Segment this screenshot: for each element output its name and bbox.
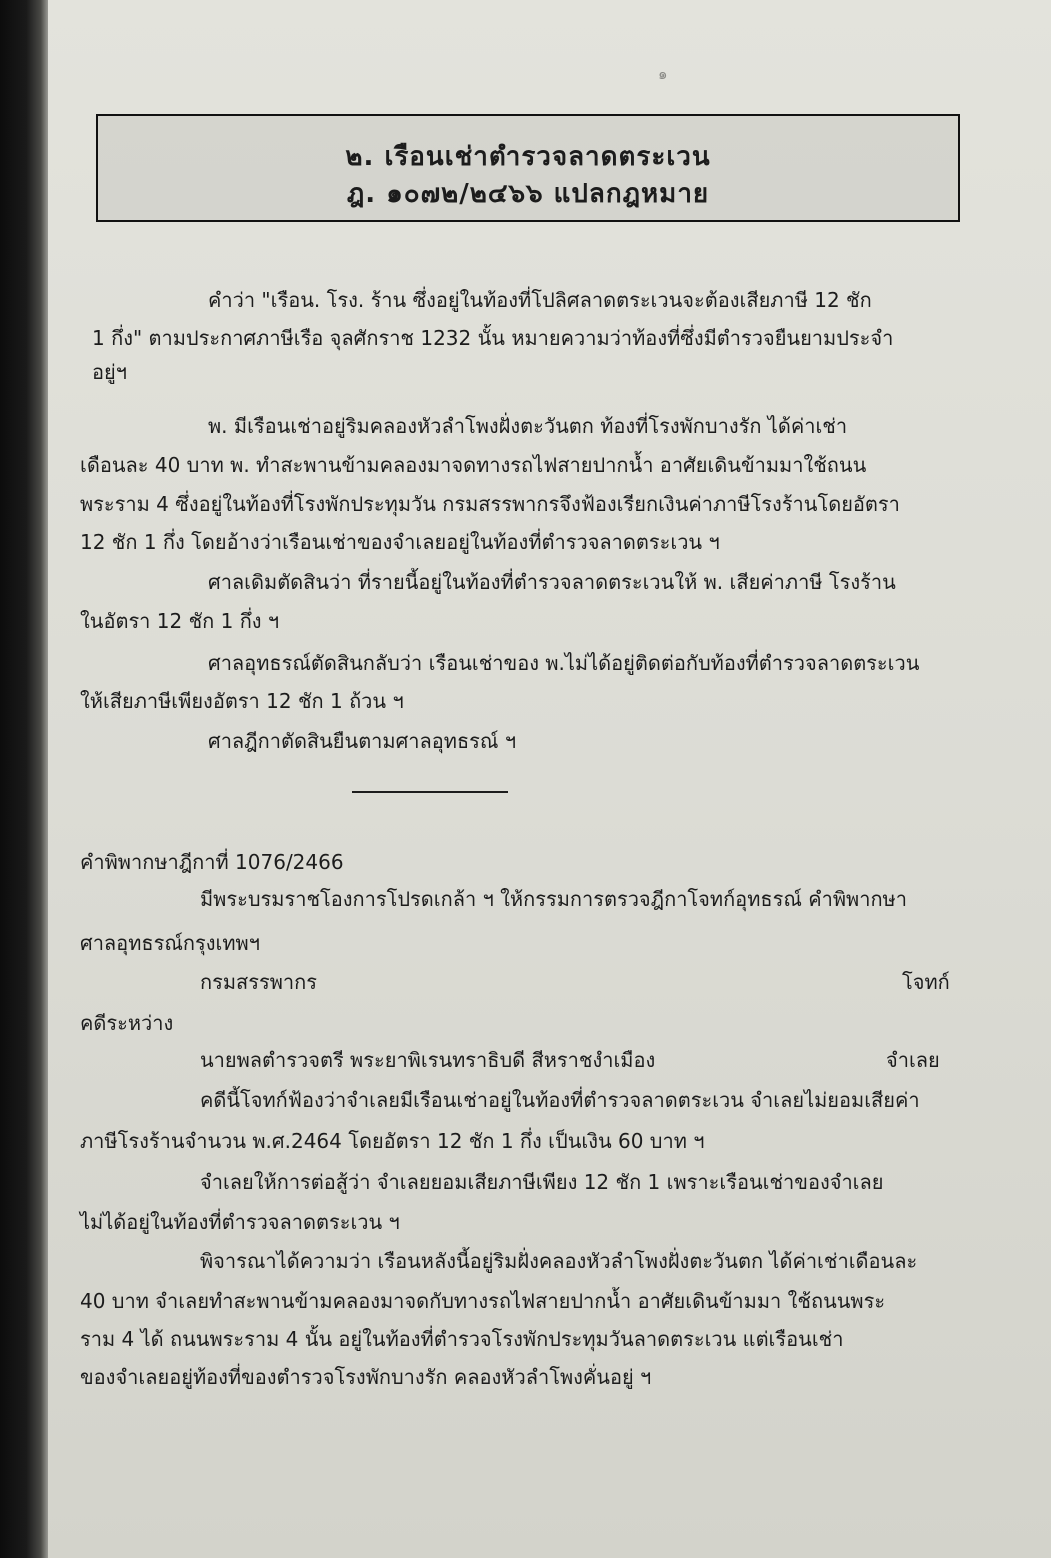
plaintiff-role: โจทก์ [902, 970, 950, 994]
defendant-role: จำเลย [886, 1048, 940, 1072]
document-page [48, 0, 1051, 1558]
text-line: คดีนี้โจทก์ฟ้องว่าจำเลยมีเรือนเช่าอยู่ในท้องที่ตำรวจลาดตระเวน จำเลยไม่ยอมเสียค่า [200, 1088, 920, 1112]
text-line: ราม 4 ได้ ถนนพระราม 4 นั้น อยู่ในท้องที่ตำรวจโรงพักประทุมวันลาดตระเวน แต่เรือนเช่า [80, 1327, 844, 1351]
text-line: จำเลยให้การต่อสู้ว่า จำเลยยอมเสียภาษีเพียง 12 ชัก 1 เพราะเรือนเช่าของจำเลย [200, 1170, 884, 1194]
text-line: ศาลเดิมตัดสินว่า ที่รายนี้อยู่ในท้องที่ตำรวจลาดตระเวนให้ พ. เสียค่าภาษี โรงร้าน [208, 570, 896, 594]
case-reference: ฎ. ๑๐๗๒/๒๔๖๖ แปลกฎหมาย [346, 179, 710, 209]
text-line: ของจำเลยอยู่ท้องที่ของตำรวจโรงพักบางรัก คลองหัวลำโพงคั่นอยู่ ฯ [80, 1365, 652, 1389]
text-line: ศาลอุทธรณ์กรุงเทพฯ [80, 931, 260, 955]
section-title: ๒. เรือนเช่าตำรวจลาดตระเวน [345, 142, 711, 172]
text-line: พระราม 4 ซึ่งอยู่ในท้องที่โรงพักประทุมวัน กรมสรรพากรจึงฟ้องเรียกเงินค่าภาษีโรงร้านโดยอัตรา [80, 492, 900, 516]
text-line: ไม่ได้อยู่ในท้องที่ตำรวจลาดตระเวน ฯ [80, 1210, 400, 1234]
text-line: พ. มีเรือนเช่าอยู่ริมคลองหัวลำโพงฝั่งตะวันตก ท้องที่โรงพักบางรัก ได้ค่าเช่า [208, 414, 848, 438]
book-binding [0, 0, 48, 1558]
divider-rule [352, 791, 508, 793]
text-line: 12 ชัก 1 กึ่ง โดยอ้างว่าเรือนเช่าของจำเลยอยู่ในท้องที่ตำรวจลาดตระเวน ฯ [80, 530, 720, 554]
defendant-name: นายพลตำรวจตรี พระยาพิเรนทราธิบดี สีหราชงำเมือง [200, 1048, 656, 1072]
plaintiff-name: กรมสรรพากร [200, 970, 317, 994]
text-line: เดือนละ 40 บาท พ. ทำสะพานข้ามคลองมาจดทางรถไฟสายปากน้ำ อาศัยเดินข้ามมาใช้ถนน [80, 453, 867, 477]
text-line: 40 บาท จำเลยทำสะพานข้ามคลองมาจดกับทางรถไฟสายปากน้ำ อาศัยเดินข้ามมา ใช้ถนนพระ [80, 1289, 886, 1313]
judgment-number: คำพิพากษาฎีกาที่ 1076/2466 [80, 850, 344, 874]
text-line: มีพระบรมราชโองการโปรดเกล้า ฯ ให้กรรมการตรวจฎีกาโจทก์อุทธรณ์ คำพิพากษา [200, 887, 907, 911]
text-line: ในอัตรา 12 ชัก 1 กึ่ง ฯ [80, 609, 280, 633]
text-line: พิจารณาได้ความว่า เรือนหลังนี้อยู่ริมฝั่งคลองหัวลำโพงฝั่งตะวันตก ได้ค่าเช่าเดือนละ [200, 1249, 918, 1273]
parties-label: คดีระหว่าง [80, 1011, 174, 1035]
title-box [96, 114, 960, 222]
text-line: อยู่ฯ [92, 360, 127, 384]
text-line: ภาษีโรงร้านจำนวน พ.ศ.2464 โดยอัตรา 12 ชัก 1 กึ่ง เป็นเงิน 60 บาท ฯ [80, 1129, 705, 1153]
text-line: ศาลอุทธรณ์ตัดสินกลับว่า เรือนเช่าของ พ.ไม่ได้อยู่ติดต่อกับท้องที่ตำรวจลาดตระเวน [208, 651, 920, 675]
text-line: ศาลฎีกาตัดสินยืนตามศาลอุทธรณ์ ฯ [208, 729, 517, 753]
page-number: ๑ [658, 65, 668, 83]
text-line: 1 กึ่ง" ตามประกาศภาษีเรือ จุลศักราช 1232 นั้น หมายความว่าท้องที่ซึ่งมีตำรวจยืนยามประจำ [92, 326, 894, 350]
text-line: ให้เสียภาษีเพียงอัตรา 12 ชัก 1 ถ้วน ฯ [80, 689, 404, 713]
text-line: คำว่า "เรือน. โรง. ร้าน ซึ่งอยู่ในท้องที่โปลิศลาดตระเวนจะต้องเสียภาษี 12 ชัก [208, 288, 872, 312]
